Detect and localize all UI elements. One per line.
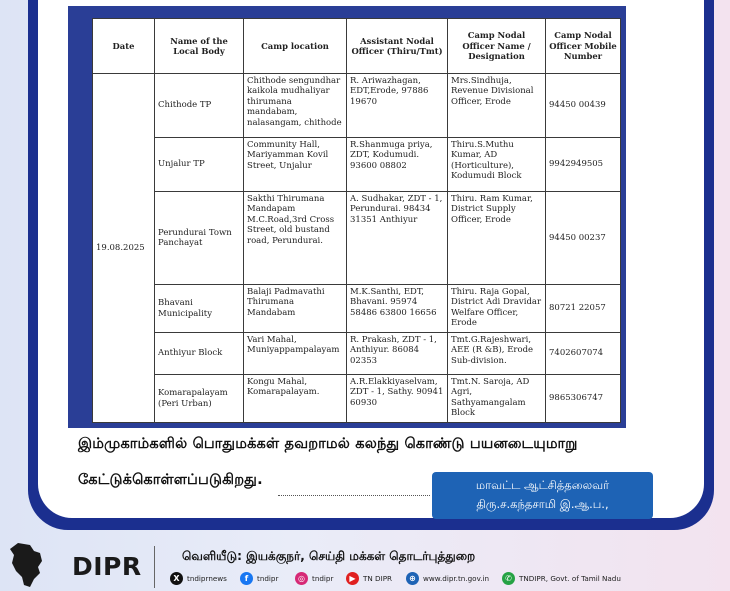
social-label: www.dipr.tn.gov.in [423,574,490,583]
instagram-icon: ◎ [295,572,308,585]
nodal-officer-cell: Thiru.S.Muthu Kumar, AD (Horticulture), Kodumudi Block [448,138,546,192]
header-date: Date [93,19,155,74]
local-body-cell: Perundurai Town Panchayat [155,192,244,285]
mobile-cell: 7402607074 [546,333,621,375]
assistant-officer-cell: A.R.Elakkiyaselvam, ZDT - 1, Sathy. 90941 60930 [347,375,448,423]
camp-location-cell: Sakthi Thirumana Mandapam M.C.Road,3rd Cross Street, old bustand road, Perundurai. [244,192,347,285]
social-label: tndiprnews [187,574,227,583]
header-local-body: Name of the Local Body [155,19,244,74]
local-body-cell: Anthiyur Block [155,333,244,375]
mobile-cell: 9865306747 [546,375,621,423]
publisher-line: வெளியீடு: இயக்குநர், செய்தி மக்கள் தொடர்புத்துறை [182,549,476,563]
social-label: tndipr [257,574,279,583]
header-assistant-nodal-officer: Assistant Nodal Officer (Thiru/Tmt) [347,19,448,74]
local-body-cell: Unjalur TP [155,138,244,192]
mobile-cell: 94450 00237 [546,192,621,285]
assistant-officer-cell: M.K.Santhi, EDT, Bhavani. 95974 58486 63800 16656 [347,285,448,333]
camp-location-cell: Community Hall, Mariyamman Kovil Street, Unjalur [244,138,347,192]
nodal-officer-cell: Thiru. Raja Gopal, District Adi Dravidar Welfare Officer, Erode [448,285,546,333]
appeal-line-2: கேட்டுக்கொள்ளப்படுகிறது. [78,472,263,488]
header-mobile-number: Camp Nodal Officer Mobile Number [546,19,621,74]
x-icon: X [170,572,183,585]
table-row [93,285,621,333]
dotted-divider [278,495,430,496]
nodal-officer-cell: Tmt.G.Rajeshwari, AEE (R &B), Erode Sub-division. [448,333,546,375]
assistant-officer-cell: R.Shanmuga priya, ZDT, Kodumudi. 93600 08802 [347,138,448,192]
table-header-row [93,19,621,74]
assistant-officer-cell: R. Ariwazhagan, EDT,Erode, 97886 19670 [347,74,448,138]
mobile-cell: 9942949505 [546,138,621,192]
camp-location-cell: Chithode sengundhar kaikola mudhaliyar thirumana mandabam, nalasangam, chithode [244,74,347,138]
header-camp-nodal-officer: Camp Nodal Officer Name / Designation [448,19,546,74]
nodal-officer-cell: Mrs.Sindhuja, Revenue Divisional Officer, Erode [448,74,546,138]
social-label: TN DIPR [363,574,393,583]
assistant-officer-cell: R. Prakash, ZDT - 1, Anthiyur. 86084 02353 [347,333,448,375]
collector-signature-box [432,472,653,519]
camp-location-cell: Vari Mahal, Muniyappampalayam [244,333,347,375]
social-label: TNDIPR, Govt. of Tamil Nadu [519,574,621,583]
tamil-nadu-map-icon [4,541,62,589]
camp-schedule-table [92,18,621,423]
local-body-cell: Bhavani Municipality [155,285,244,333]
web-icon: ⊕ [406,572,419,585]
youtube-icon: ▶ [346,572,359,585]
collector-name: திரு.ச.கந்தசாமி இ.ஆ.ப., [476,497,609,511]
dipr-logo-text: DIPR [72,552,142,581]
mobile-cell: 80721 22057 [546,285,621,333]
table-row [93,375,621,423]
whatsapp-icon: ✆ [502,572,515,585]
mobile-cell: 94450 00439 [546,74,621,138]
nodal-officer-cell: Tmt.N. Saroja, AD Agri, Sathyamangalam Block [448,375,546,423]
header-camp-location: Camp location [244,19,347,74]
nodal-officer-cell: Thiru. Ram Kumar, District Supply Officer, Erode [448,192,546,285]
table-row [93,138,621,192]
table-row [93,74,621,138]
camp-location-cell: Balaji Padmavathi Thirumana Mandabam [244,285,347,333]
date-cell: 19.08.2025 [93,74,155,423]
table-row [93,192,621,285]
collector-title: மாவட்ட ஆட்சித்தலைவர் [475,478,610,492]
local-body-cell: Komarapalayam (Peri Urban) [155,375,244,423]
footer-divider [154,546,155,588]
table-row [93,333,621,375]
local-body-cell: Chithode TP [155,74,244,138]
facebook-icon: f [240,572,253,585]
appeal-line-1: இம்முகாம்களில் பொதுமக்கள் தவறாமல் கலந்து கொண்டு பயனடையுமாறு [78,436,578,452]
camp-location-cell: Kongu Mahal, Komarapalayam. [244,375,347,423]
social-label: tndipr [312,574,334,583]
assistant-officer-cell: A. Sudhakar, ZDT - 1, Perundurai. 98434 31351 Anthiyur [347,192,448,285]
